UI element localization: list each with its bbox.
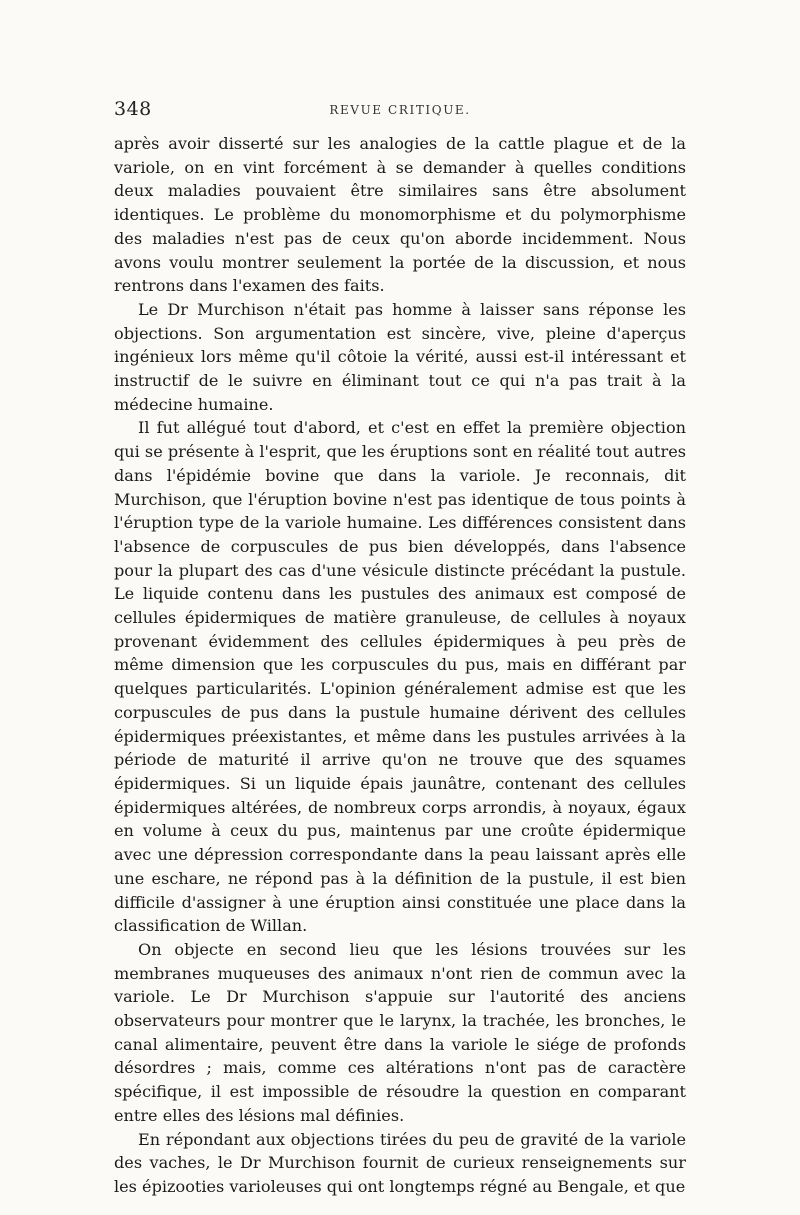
paragraph-2: Le Dr Murchison n'était pas homme à laisser sans réponse les objections. Son argumentation est sincère, vive, pleine d'aperçus ingénieux lors même qu'il côtoie la vérité, aussi est-il intéressant et instructif de le suivre en éliminant tout ce qui n'a pas trait à la médecine humaine.	[114, 299, 686, 414]
paragraph-4: On objecte en second lieu que les lésions trouvées sur les membranes muqueuses des animaux n'ont rien de commun avec la variole. Le Dr Murchison s'appuie sur l'autorité des anciens observateurs pour montrer que le larynx, la trachée, les bronches, le canal alimentaire, peuvent être dans la variole le siége de profonds désordres ; mais, comme ces altérations n'ont pas de caractère spécifique, il est impossible de résoudre la question en comparant entre elles des lésions mal définies.	[114, 939, 686, 1125]
body-text	[114, 132, 686, 1199]
paragraph-1: après avoir disserté sur les analogies de la cattle plague et de la variole, on en vint forcément à se demander à quelles conditions deux maladies pouvaient être similaires sans être absolument identiques. Le problème du monomorphisme et du polymorphisme des maladies n'est pas de ceux qu'on aborde incidemment. Nous avons voulu montrer seulement la portée de la discussion, et nous rentrons dans l'examen des faits.	[114, 134, 686, 296]
page-number: 348	[114, 98, 152, 120]
paragraph-5: En répondant aux objections tirées du peu de gravité de la variole des vaches, le Dr Murchison fournit de curieux renseignements sur les épizooties varioleuses qui ont longtemps régné au Bengale, et que	[114, 1129, 686, 1196]
paragraph-3: Il fut allégué tout d'abord, et c'est en effet la première objection qui se présente à l'esprit, que les éruptions sont en réalité tout autres dans l'épidémie bovine que dans la variole. Je reconnais, dit Murchison, que l'éruption bovine n'est pas identique de tous points à l'éruption type de la variole humaine. Les différences consistent dans l'absence de corpuscules de pus bien développés, dans l'absence pour la plupart des cas d'une vésicule distincte précédant la pustule. Le liquide contenu dans les pustules des animaux est composé de cellules épidermiques de matière granuleuse, de cellules à noyaux provenant évidemment des cellules épidermiques à peu près de même dimension que les corpuscules du pus, mais en différant par quelques particularités. L'opinion généralement admise est que les corpuscules de pus dans la pustule humaine dérivent des cellules épidermiques préexistantes, et même dans les pustules arrivées à la période de maturité il arrive qu'on ne trouve que des squames épidermiques. Si un liquide épais jaunâtre, contenant des cellules épidermiques altérées, de nombreux corps arrondis, à noyaux, égaux en volume à ceux du pus, maintenus par une croûte épidermique avec une dépression correspondante dans la peau laissant après elle une eschare, ne répond pas à la définition de la pustule, il est bien difficile d'assigner à une éruption ainsi constituée une place dans la classification de Willan.	[114, 418, 686, 936]
page-header	[114, 98, 686, 124]
running-head: REVUE CRITIQUE.	[329, 103, 471, 117]
